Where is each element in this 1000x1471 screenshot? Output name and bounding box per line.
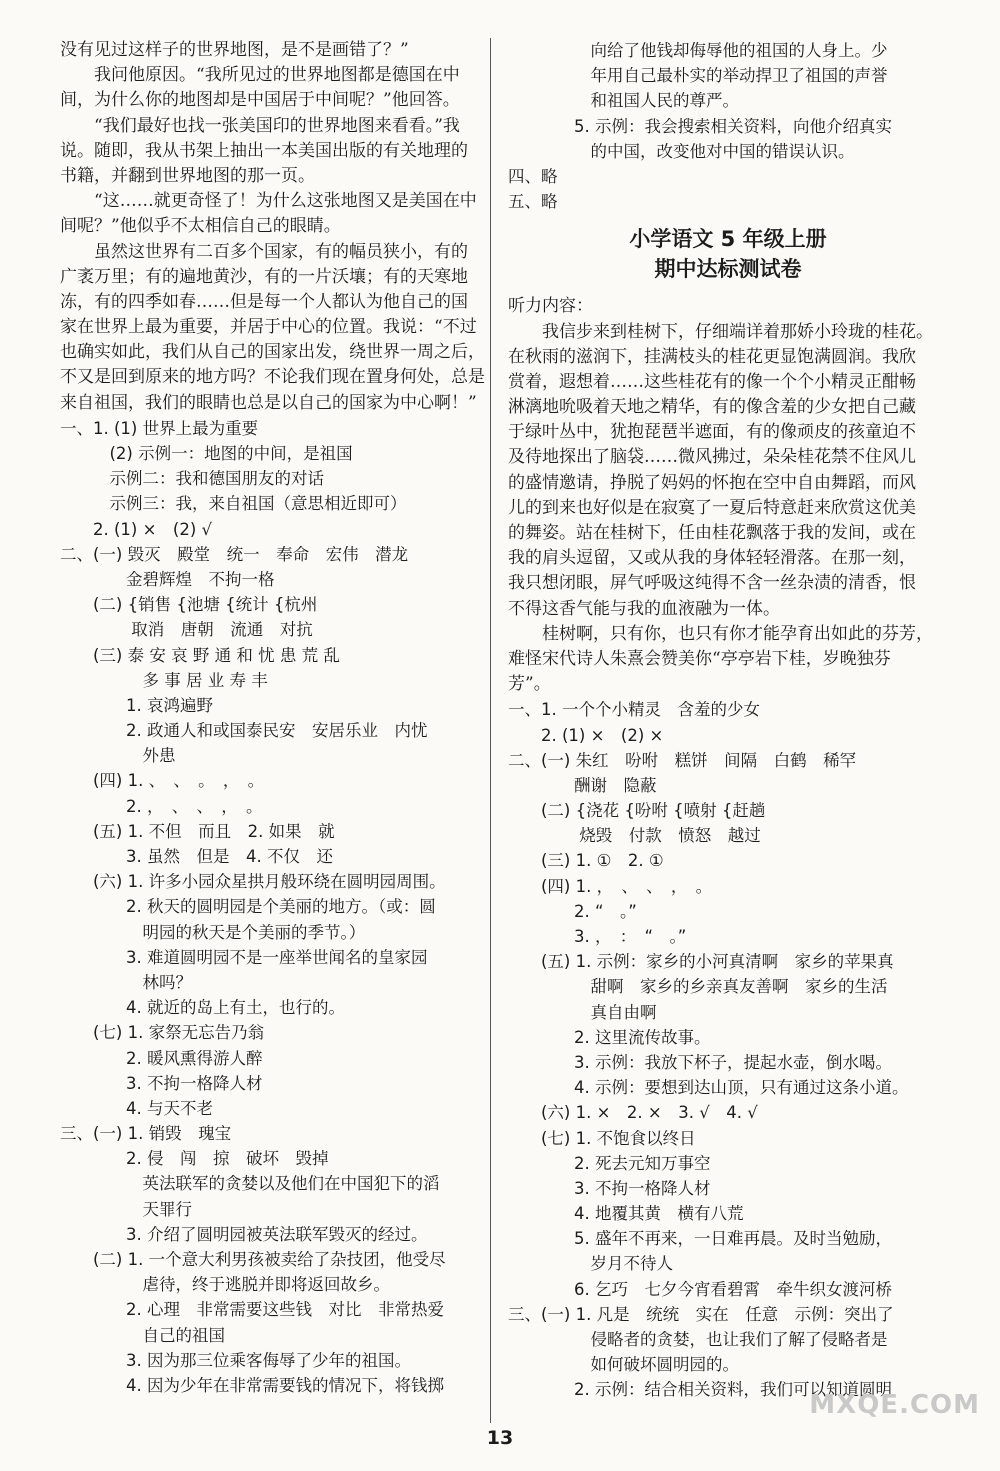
left-column-line: 金碧辉煌 不拘一格 bbox=[60, 569, 275, 589]
right-bottom-line: (二) {浇花 {吩咐 {喷射 {赶趟 bbox=[508, 801, 766, 821]
right-bottom-line: 芳”。 bbox=[508, 674, 551, 695]
left-column-line: (三) 泰 安 哀 野 通 和 忧 患 荒 乱 bbox=[60, 645, 340, 665]
left-column-line: 没有见过这样子的世界地图，是不是画错了？” bbox=[60, 40, 409, 60]
left-column-line: 书籍，并翻到世界地图的那一页。 bbox=[60, 165, 315, 186]
right-bottom-line: 如何破坏圆明园的。 bbox=[508, 1355, 739, 1375]
left-column-line: 冻，有的四季如春……但是每一个人都认为他自己的国 bbox=[60, 291, 468, 312]
left-column-line: 2. 秋天的圆明园是个美丽的地方。（或：圆 bbox=[60, 897, 436, 917]
right-bottom-line: 儿的到来也好似是在寂寞了一夏后特意赶来欣赏这优美 bbox=[508, 497, 916, 518]
right-bottom-line: 烧毁 付款 愤怒 越过 bbox=[508, 826, 761, 846]
left-column-line: 2. 侵 闯 掠 破坏 毁掉 bbox=[60, 1149, 329, 1169]
right-top-line: 五、略 bbox=[508, 192, 558, 212]
left-column-line: 2. 心理 非常需要这些钱 对比 非常热爱 bbox=[60, 1300, 444, 1320]
left-column-line: 来自祖国，我们的眼睛也总是以自己的国家为中心啊！” bbox=[60, 392, 477, 413]
left-column-line: 多 事 居 业 寿 丰 bbox=[60, 670, 268, 690]
right-bottom-line: 及待地探出了脑袋……微风拂过，朵朵桂花禁不住风儿 bbox=[508, 447, 916, 468]
right-bottom-line: (四) 1. ， 、 、 ， 。 bbox=[508, 876, 713, 896]
left-column-line: 英法联军的贪婪以及他们在中国犯下的滔 bbox=[60, 1174, 440, 1194]
left-column-line: (二) {销售 {池塘 {统计 {杭州 bbox=[60, 595, 318, 615]
right-bottom-line: (七) 1. 不饱食以终日 bbox=[508, 1128, 696, 1148]
right-bottom-line: 6. 乞巧 七夕今宵看碧霄 牵牛织女渡河桥 bbox=[508, 1279, 892, 1299]
right-bottom-line: 2. 示例：结合相关资料，我们可以知道圆明 bbox=[508, 1380, 892, 1400]
right-column bbox=[508, 38, 948, 1403]
left-column-line: 3. 因为那三位乘客侮辱了少年的祖国。 bbox=[60, 1350, 411, 1370]
right-bottom-line: 听力内容： bbox=[508, 296, 593, 317]
left-column-line: 也确实如此，我们从自己的国家出发，绕世界一周之后， bbox=[60, 342, 485, 363]
right-bottom-line: 我信步来到桂树下，仔细端详着那娇小玲珑的桂花。 bbox=[542, 321, 933, 342]
left-column-line: 取消 唐朝 流通 对抗 bbox=[60, 620, 313, 640]
right-top-line: 向给了他钱却侮辱他的祖国的人身上。少 bbox=[508, 41, 888, 60]
right-column-continuation bbox=[508, 38, 948, 214]
right-bottom-line: 不得这香气能与我的血液融为一体。 bbox=[508, 598, 780, 619]
right-bottom-line: 于绿叶丛中，犹抱琵琶半遮面，有的像顽皮的孩童迫不 bbox=[508, 422, 916, 443]
left-column-line: 2. 暖风熏得游人醉 bbox=[60, 1048, 263, 1068]
left-column-line: 三、(一) 1. 销毁 瑰宝 bbox=[60, 1124, 232, 1144]
column-divider bbox=[490, 38, 491, 1423]
right-bottom-line: 的盛情邀请，挣脱了妈妈的怀抱在空中自由舞蹈，而风 bbox=[508, 472, 916, 493]
section-title-line2: 期中达标测试卷 bbox=[654, 257, 802, 282]
right-top-line: 的中国，改变他对中国的错误认识。 bbox=[508, 141, 855, 161]
left-column-line: 自己的祖国 bbox=[60, 1325, 225, 1345]
right-top-line: 5. 示例：我会搜索相关资料，向他介绍真实 bbox=[508, 116, 892, 136]
left-column-line: 3. 不拘一格降人材 bbox=[60, 1073, 263, 1093]
left-column-line: 虽然这世界有二百多个国家，有的幅员狭小，有的 bbox=[94, 241, 468, 262]
left-column bbox=[60, 38, 485, 1398]
left-column-line: 3. 虽然 但是 4. 不仅 还 bbox=[60, 847, 333, 866]
section-title-line1: 小学语文 5 年级上册 bbox=[629, 227, 827, 252]
left-column-line: (七) 1. 家祭无忘告乃翁 bbox=[60, 1023, 265, 1043]
page-number: 13 bbox=[486, 1427, 514, 1449]
watermark-logo: MXQE.COM bbox=[809, 1390, 980, 1420]
right-bottom-line: 在秋雨的滋润下，挂满枝头的桂花更显饱满圆润。我欣 bbox=[508, 346, 916, 367]
right-bottom-line: 3. 示例：我放下杯子，提起水壶，倒水喝。 bbox=[508, 1052, 892, 1072]
right-bottom-line: 桂树啊，只有你，也只有你才能孕育出如此的芬芳， bbox=[542, 623, 933, 644]
left-column-line: 3. 介绍了圆明园被英法联军毁灭的经过。 bbox=[60, 1224, 428, 1244]
right-bottom-line: 3. ， ： “ 。” bbox=[508, 927, 687, 946]
right-bottom-line: (五) 1. 示例：家乡的小河真清啊 家乡的苹果真 bbox=[508, 952, 894, 972]
left-column-line: (四) 1. 、 、 。 ， 。 bbox=[60, 771, 265, 791]
right-bottom-line: (三) 1. ① 2. ① bbox=[508, 851, 664, 871]
left-column-line: (2) 示例一：地图的中间，是祖国 bbox=[60, 444, 353, 463]
right-bottom-line: 5. 盛年不再来，一日难再晨。及时当勉励， bbox=[508, 1229, 892, 1249]
left-column-line: 3. 难道圆明园不是一座举世闻名的皇家园 bbox=[60, 947, 428, 967]
left-column-line: (六) 1. 许多小园众星拱月般环绕在圆明园周围。 bbox=[60, 872, 446, 892]
left-column-line: 外患 bbox=[60, 746, 176, 766]
right-bottom-line: 4. 示例：要想到达山顶，只有通过这条小道。 bbox=[508, 1078, 909, 1098]
right-bottom-line: 酬谢 隐蔽 bbox=[508, 775, 657, 795]
spacer bbox=[508, 284, 948, 294]
right-top-line: 和祖国人民的尊严。 bbox=[508, 91, 739, 111]
left-column-line: 二、(一) 毁灭 殿堂 统一 奉命 宏伟 潜龙 bbox=[60, 544, 409, 564]
left-column-line: 间呢？”他似乎不太相信自己的眼睛。 bbox=[60, 216, 341, 237]
right-bottom-line: 一、1. 一个个小精灵 含羞的少女 bbox=[508, 700, 760, 720]
left-column-line: 4. 就近的岛上有土，也行的。 bbox=[60, 998, 345, 1018]
left-column-line: 2. ， 、 、 ， 。 bbox=[60, 796, 263, 816]
right-bottom-line: 真自由啊 bbox=[508, 1002, 657, 1022]
left-column-line: 不又是回到原来的地方吗？不论我们现在置身何处，总是 bbox=[60, 367, 485, 388]
left-column-line: 家在世界上最为重要，并居于中心的位置。我说：“不过 bbox=[60, 317, 477, 338]
left-column-line: 天罪行 bbox=[60, 1199, 192, 1219]
right-top-line: 年用自己最朴实的举动捍卫了祖国的声誉 bbox=[508, 66, 888, 86]
right-bottom-line: 2. 这里流传故事。 bbox=[508, 1027, 711, 1047]
right-bottom-line: 岁月不待人 bbox=[508, 1254, 673, 1274]
left-column-line: “这……就更奇怪了！为什么这张地图又是美国在中 bbox=[94, 191, 477, 212]
left-column-line: 示例二：我和德国朋友的对话 bbox=[60, 469, 324, 489]
right-bottom-line: (六) 1. × 2. × 3. √ 4. √ bbox=[508, 1103, 758, 1123]
left-column-line: 林吗？ bbox=[60, 972, 192, 992]
right-bottom-line: 淋漓地吮吸着天地之精华，有的像含羞的少女把自己藏 bbox=[508, 397, 916, 418]
right-bottom-line: 三、(一) 1. 凡是 统统 实在 任意 示例：突出了 bbox=[508, 1304, 894, 1324]
right-bottom-line: 3. 不拘一格降人材 bbox=[508, 1178, 711, 1198]
left-column-line: 4. 因为少年在非常需要钱的情况下，将钱掷 bbox=[60, 1375, 444, 1395]
left-column-line: 4. 与天不老 bbox=[60, 1098, 213, 1118]
left-column-line: 间，为什么你的地图却是中国居于中间呢？”他回答。 bbox=[60, 90, 460, 111]
left-column-line: “我们最好也找一张美国印的世界地图来看看。”我 bbox=[94, 115, 460, 136]
right-bottom-line: 的舞姿。站在桂树下，任由桂花飘落于我的发间，或在 bbox=[508, 523, 916, 543]
right-bottom-line: 甜啊 家乡的乡亲真友善啊 家乡的生活 bbox=[508, 977, 888, 997]
left-column-line: 说。随即，我从书架上抽出一本美国出版的有关地理的 bbox=[60, 140, 468, 161]
right-bottom-line: 2. (1) × (2) × bbox=[508, 725, 664, 745]
left-column-line: 示例三：我，来自祖国（意思相近即可） bbox=[60, 494, 407, 514]
left-column-line: 广袤万里；有的遍地黄沙，有的一片沃壤；有的天寒地 bbox=[60, 266, 468, 287]
right-bottom-line: 侵略者的贪婪，也让我们了解了侵略者是 bbox=[508, 1330, 888, 1349]
right-bottom-line: 我只想闭眼，屏气呼吸这纯得不含一丝杂渍的清香，恨 bbox=[508, 573, 916, 594]
left-column-line: 虐待，终于逃脱并即将返回故乡。 bbox=[60, 1275, 390, 1295]
right-bottom-line: 我的肩头逗留，又或从我的身体轻轻滑落。在那一刻， bbox=[508, 548, 916, 569]
left-column-line: (五) 1. 不但 而且 2. 如果 就 bbox=[60, 821, 335, 841]
left-column-line: 2. 政通人和或国泰民安 安居乐业 内忧 bbox=[60, 721, 428, 741]
right-top-line: 四、略 bbox=[508, 166, 558, 186]
left-column-line: 1. 哀鸿遍野 bbox=[60, 695, 213, 715]
right-bottom-line: 2. 死去元知万事空 bbox=[508, 1153, 711, 1173]
spacer bbox=[508, 214, 948, 224]
right-bottom-line: 赏着，遐想着……这些桂花有的像一个个小精灵正酣畅 bbox=[508, 371, 916, 392]
right-bottom-line: 2. “ 。” bbox=[508, 901, 637, 921]
left-column-line: 一、1. (1) 世界上最为重要 bbox=[60, 418, 259, 438]
left-column-line: 我问他原因。“我所见过的世界地图都是德国在中 bbox=[94, 65, 460, 86]
left-column-line: 2. (1) × (2) √ bbox=[60, 519, 213, 539]
right-bottom-line: 二、(一) 朱红 吩咐 糕饼 间隔 白鹤 稀罕 bbox=[508, 750, 857, 770]
right-bottom-line: 难怪宋代诗人朱熹会赞美你“亭亭岩下桂，岁晚独芬 bbox=[508, 648, 891, 669]
left-column-line: 明园的秋天是个美丽的季节。） bbox=[60, 922, 366, 942]
left-column-line: (二) 1. 一个意大利男孩被卖给了杂技团，他受尽 bbox=[60, 1250, 446, 1269]
exam-listening-and-answers bbox=[508, 294, 948, 1402]
right-bottom-line: 4. 地覆其黄 横有八荒 bbox=[508, 1204, 744, 1224]
